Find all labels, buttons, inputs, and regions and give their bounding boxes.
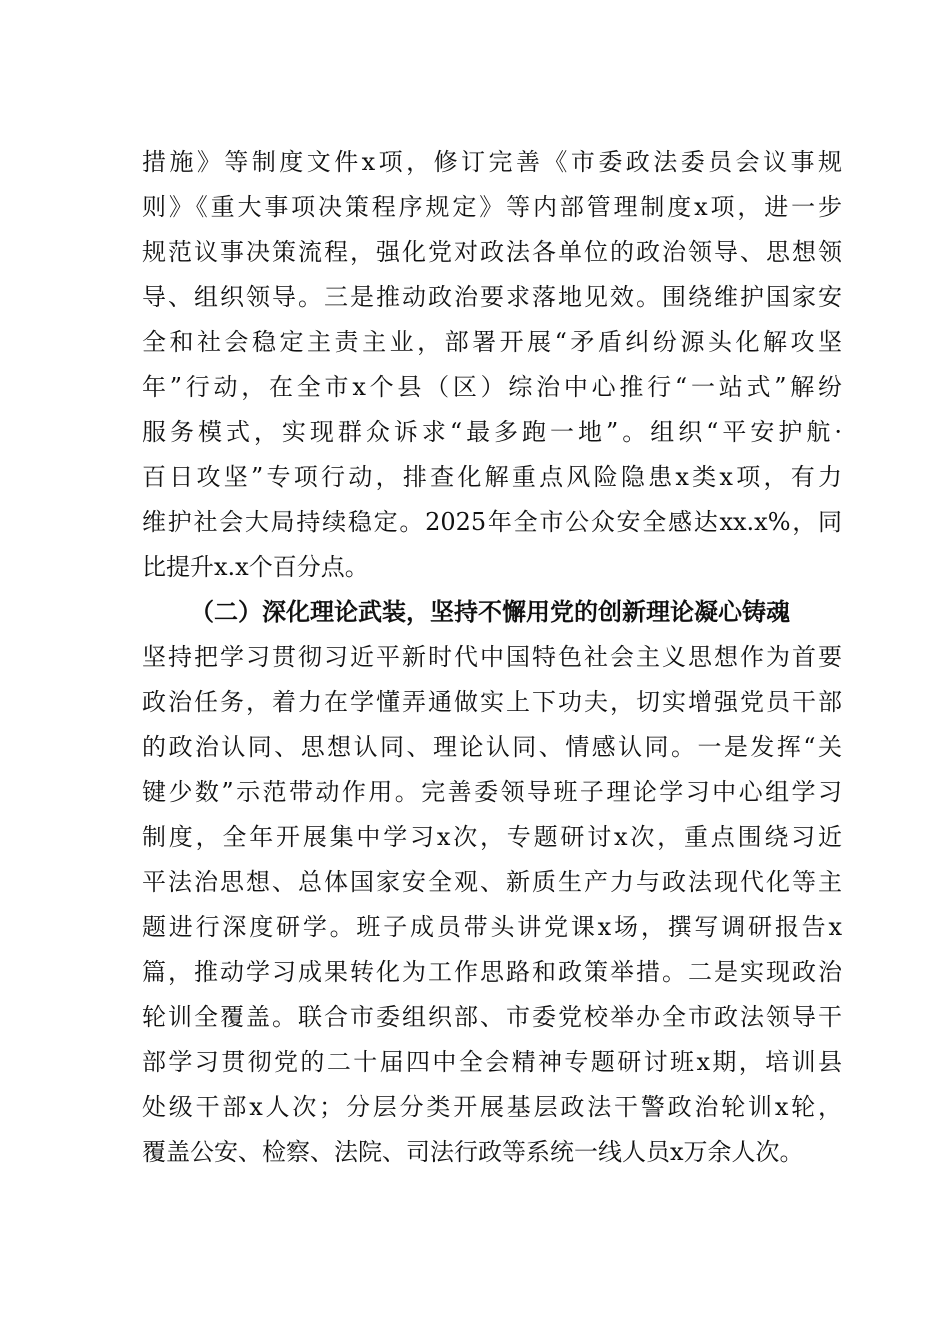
paragraph-line: 坚持把学习贯彻习近平新时代中国特色社会主义思想作为首要 <box>142 643 842 671</box>
paragraph-line: 覆盖公安、检察、法院、司法行政等系统一线人员x万余人次。 <box>142 1138 804 1166</box>
paragraph-line: 政治任务，着力在学懂弄通做实上下功夫，切实增强党员干部 <box>142 688 842 716</box>
paragraph-line: 平法治思想、总体国家安全观、新质生产力与政法现代化等主 <box>142 868 842 896</box>
paragraph-line: 百日攻坚”专项行动，排查化解重点风险隐患x类x项，有力 <box>142 463 842 491</box>
paragraph-line: 年”行动，在全市x个县（区）综治中心推行“一站式”解纷 <box>142 373 842 401</box>
paragraph-line: 处级干部x人次；分层分类开展基层政法干警政治轮训x轮， <box>142 1093 842 1121</box>
paragraph-line: 维护社会大局持续稳定。2025年全市公众安全感达xx.x%，同 <box>142 508 842 536</box>
paragraph-line: 制度，全年开展集中学习x次，专题研讨x次，重点围绕习近 <box>142 823 842 851</box>
paragraph-line: 服务模式，实现群众诉求“最多跑一地”。组织“平安护航· <box>142 418 842 446</box>
paragraph-line: 比提升x.x个百分点。 <box>142 553 369 581</box>
paragraph-line: 轮训全覆盖。联合市委组织部、市委党校举办全市政法领导干 <box>142 1003 842 1031</box>
paragraph-line: 的政治认同、思想认同、理论认同、情感认同。一是发挥“关 <box>142 733 842 761</box>
paragraph-line: 规范议事决策流程，强化党对政法各单位的政治领导、思想领 <box>142 238 842 266</box>
paragraph-line: 则》《重大事项决策程序规定》等内部管理制度x项，进一步 <box>142 193 842 221</box>
paragraph-line: 部学习贯彻党的二十届四中全会精神专题研讨班x期，培训县 <box>142 1048 842 1076</box>
paragraph-line: 篇，推动学习成果转化为工作思路和政策举措。二是实现政治 <box>142 958 842 986</box>
paragraph-line: 题进行深度研学。班子成员带头讲党课x场，撰写调研报告x <box>142 913 842 941</box>
paragraph-line: 措施》等制度文件x项，修订完善《市委政法委员会议事规 <box>142 148 842 176</box>
paragraph-line: 键少数”示范带动作用。完善委领导班子理论学习中心组学习 <box>142 778 842 806</box>
section-heading: （二）深化理论武装，坚持不懈用党的创新理论凝心铸魂 <box>190 597 790 626</box>
paragraph-line: 导、组织领导。三是推动政治要求落地见效。围绕维护国家安 <box>142 283 842 311</box>
paragraph-line: 全和社会稳定主责主业，部署开展“矛盾纠纷源头化解攻坚 <box>142 328 842 356</box>
